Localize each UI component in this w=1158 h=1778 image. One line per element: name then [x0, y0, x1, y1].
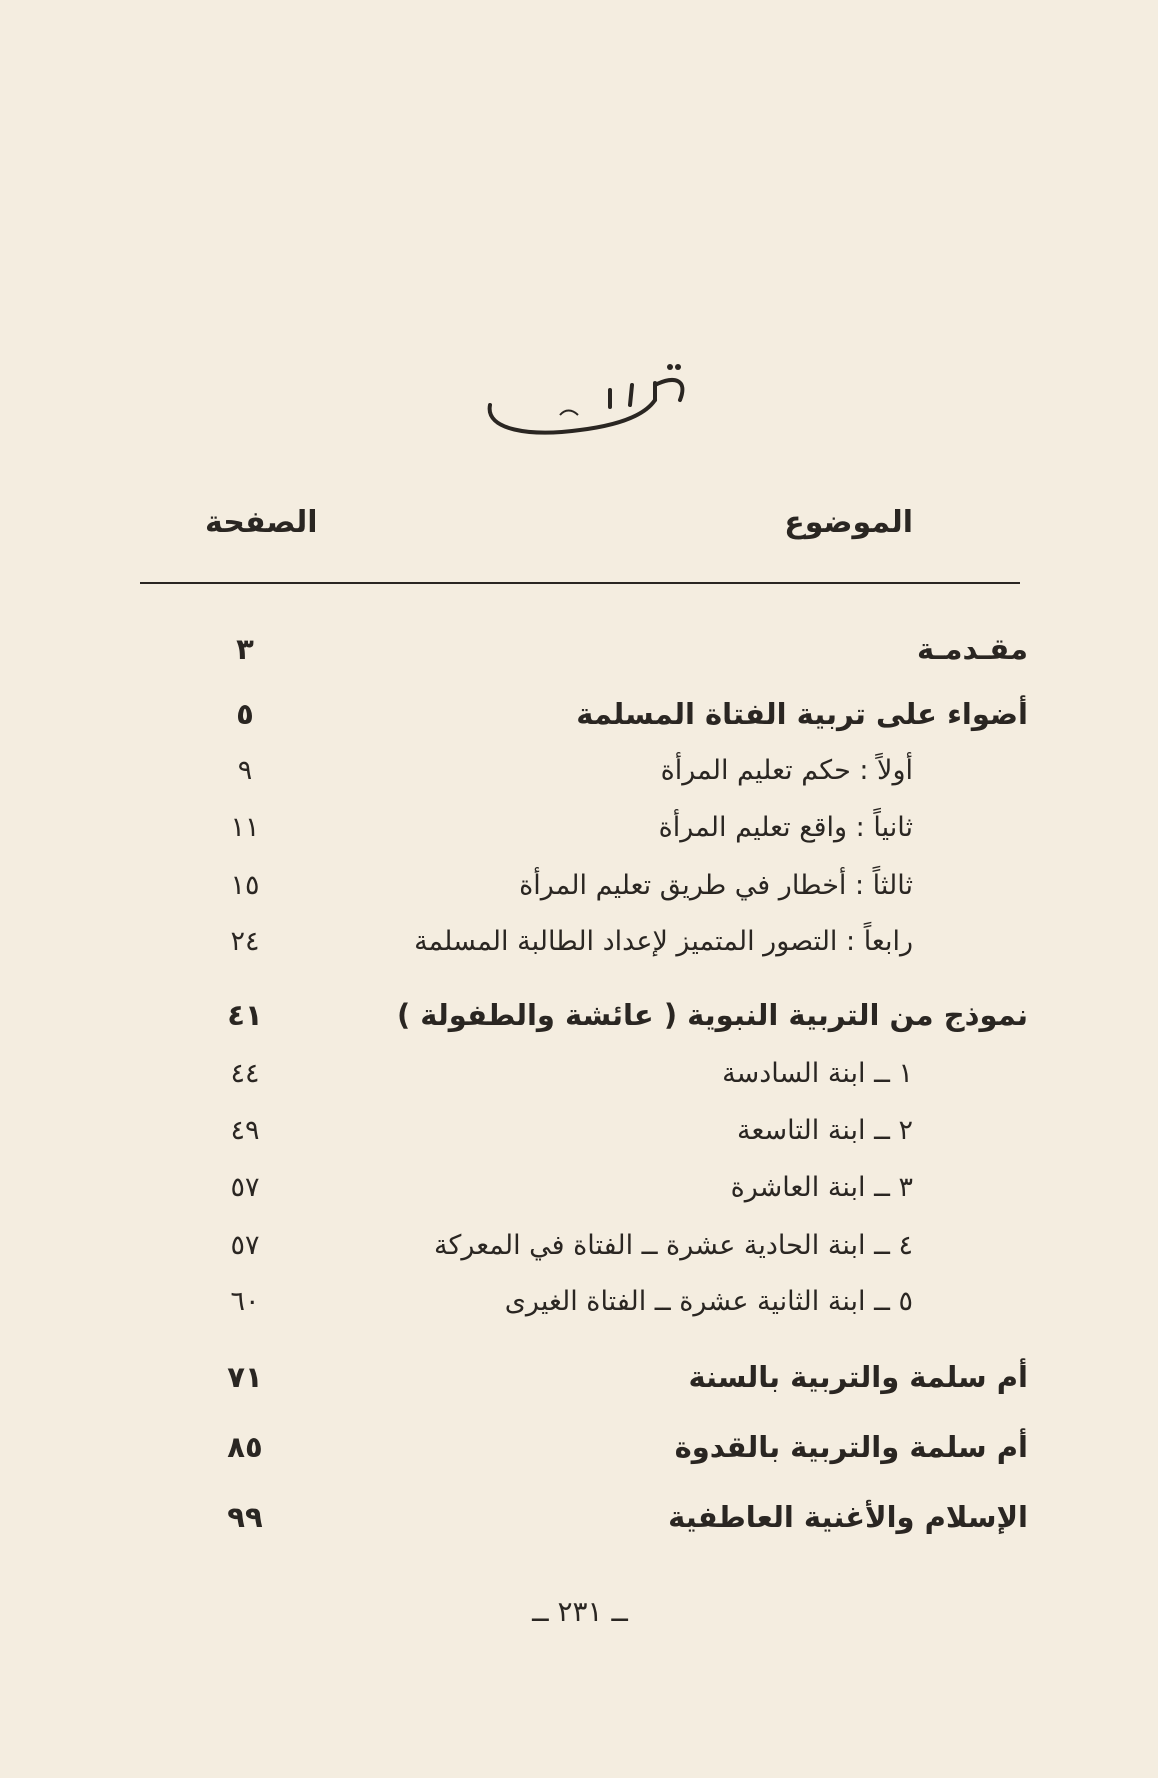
entry-title: أولاً : حكم تعليم المرأة	[660, 755, 913, 786]
entry-page: ٤٤	[230, 1058, 260, 1089]
toc-entry	[0, 1286, 1158, 1336]
toc-entry	[0, 1360, 1158, 1410]
entry-page: ٣	[236, 632, 254, 666]
toc-entry	[0, 1430, 1158, 1480]
entry-page: ٩	[237, 755, 253, 786]
toc-entry	[0, 1115, 1158, 1165]
toc-entry	[0, 870, 1158, 920]
entry-title: ٤ ــ ابنة الحادية عشرة ــ الفتاة في المعركة	[434, 1230, 913, 1261]
entry-page: ٤١	[227, 998, 263, 1032]
entry-title: ثالثاً : أخطار في طريق تعليم المرأة	[519, 870, 913, 901]
entry-title: نموذج من التربية النبوية ( عائشة والطفولة )	[396, 998, 1028, 1032]
entry-page: ٥٧	[230, 1230, 260, 1261]
page-number: ــ ٢٣١ ــ	[532, 1595, 628, 1628]
entry-title: أم سلمة والتربية بالسنة	[688, 1360, 1028, 1394]
entry-title: مقـدمـة	[917, 632, 1028, 666]
title-text	[470, 345, 700, 425]
toc-entry	[0, 1500, 1158, 1550]
toc-entry	[0, 1172, 1158, 1222]
entry-title: ثانياً : واقع تعليم المرأة	[658, 812, 913, 843]
toc-header	[140, 505, 1020, 555]
entry-title: أم سلمة والتربية بالقدوة	[674, 1430, 1028, 1464]
entry-title: ٥ ــ ابنة الثانية عشرة ــ الفتاة الغيرى	[504, 1286, 913, 1317]
header-topic: الموضوع	[784, 505, 913, 540]
toc-entry	[0, 1058, 1158, 1108]
toc-entry	[0, 998, 1158, 1048]
entry-page: ٨٥	[227, 1430, 263, 1464]
entry-page: ١٥	[230, 870, 260, 901]
entry-page: ١١	[230, 812, 260, 843]
entry-title: ٣ ــ ابنة العاشرة	[730, 1172, 913, 1203]
toc-entry	[0, 755, 1158, 805]
entry-page: ٥	[236, 697, 254, 731]
entry-page: ٥٧	[230, 1172, 260, 1203]
toc-entry	[0, 812, 1158, 862]
entry-page: ٧١	[227, 1360, 263, 1394]
entry-title: أضواء على تربية الفتاة المسلمة	[576, 697, 1028, 731]
page-title	[470, 345, 700, 455]
toc-entry	[0, 697, 1158, 747]
toc-entry	[0, 926, 1158, 976]
header-rule	[140, 582, 1020, 584]
entry-page: ٩٩	[227, 1500, 263, 1534]
entry-title: الإسلام والأغنية العاطفية	[668, 1500, 1028, 1534]
entry-page: ٢٤	[230, 926, 260, 957]
entry-title: ٢ ــ ابنة التاسعة	[737, 1115, 913, 1146]
header-page: الصفحة	[205, 505, 318, 540]
entry-page: ٤٩	[230, 1115, 260, 1146]
entry-page: ٦٠	[230, 1286, 260, 1317]
toc-entry	[0, 1230, 1158, 1280]
toc-entry	[0, 632, 1158, 682]
entry-title: رابعاً : التصور المتميز لإعداد الطالبة المسلمة	[414, 926, 913, 957]
entry-title: ١ ــ ابنة السادسة	[722, 1058, 913, 1089]
